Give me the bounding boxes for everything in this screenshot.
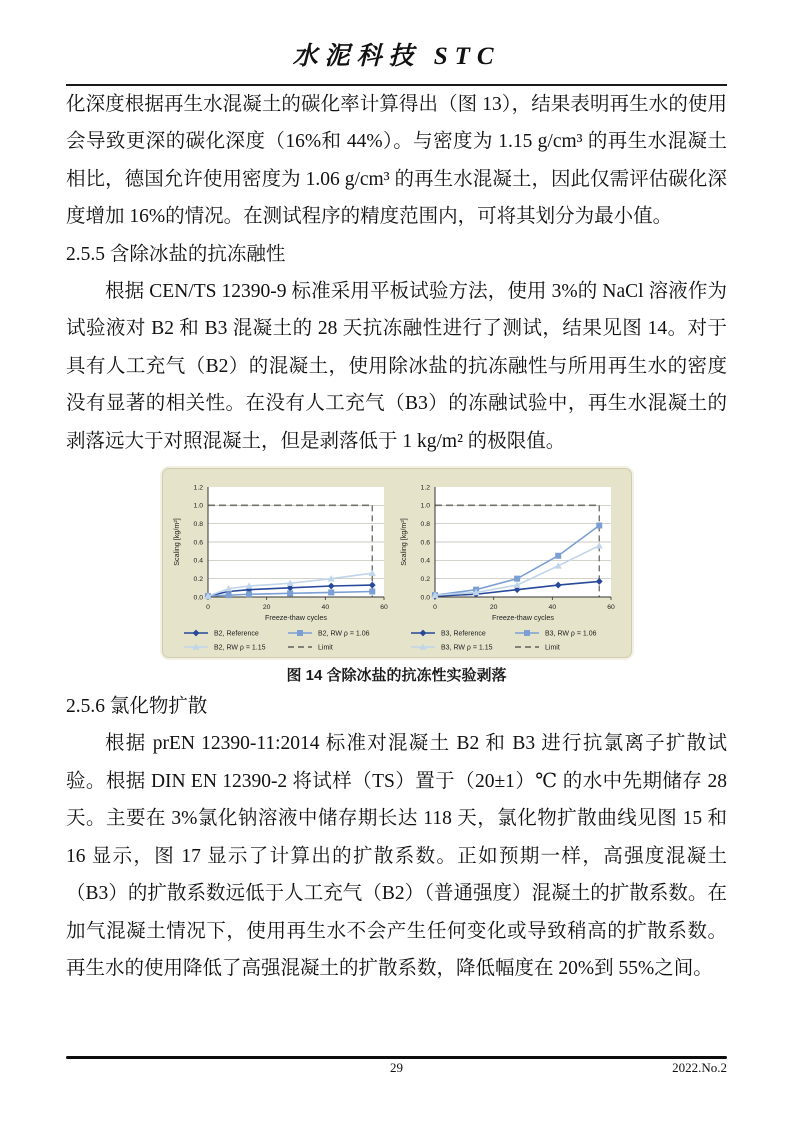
issue-label: 2022.No.2 <box>672 1060 727 1075</box>
svg-text:B3, RW ρ = 1.06: B3, RW ρ = 1.06 <box>544 630 597 638</box>
svg-text:0.2: 0.2 <box>420 576 430 584</box>
svg-text:60: 60 <box>379 604 388 612</box>
svg-text:40: 40 <box>321 604 329 612</box>
svg-text:0.6: 0.6 <box>420 539 430 547</box>
svg-text:0.4: 0.4 <box>420 557 430 565</box>
svg-text:0.8: 0.8 <box>193 521 203 529</box>
svg-text:40: 40 <box>548 604 556 612</box>
svg-text:20: 20 <box>489 604 497 612</box>
svg-text:Limit: Limit <box>544 644 560 652</box>
paragraph-freeze-thaw-test: 根据 CEN/TS 12390-9 标准采用平板试验方法，使用 3%的 NaCl 溶液作为试验液对 B2 和 B3 混凝土的 28 天抗冻融性进行了测试，结果见图 14。对于具有人工充气（B2）的混凝土，使用除冰盐的抗冻融性与所用再生水的密度没有显著的相关性。在没有人工充气（B3）的冻融试验中，再生水混凝土的剥落远大于对照混凝土，但是剥落低于 1 kg/m² 的极限值。 <box>66 281 727 452</box>
paragraph-chloride-diffusion: 根据 prEN 12390-11:2014 标准对混凝土 B2 和 B3 进行抗氯离子扩散试验。根据 DIN EN 12390-2 将试样（TS）置于（20±1）℃ 的水中先期储存 28 天。主要在 3%氯化钠溶液中储存期长达 118 天，氯化物扩散曲线见图 15 和 16 显示，图 17 显示了计算出的扩散系数。正如预期一样，高强度混凝土（B3）的扩散系数远低于人工充气（B2）（普通强度）混凝土的扩散系数。在加气混凝土情况下，使用再生水不会产生任何变化或导致稍高的扩散系数。再生水的使用降低了高强混凝土的扩散系数，降低幅度在 20%到 55%之间。 <box>66 733 727 979</box>
body-column <box>66 86 727 987</box>
svg-text:B3, Reference: B3, Reference <box>440 630 486 638</box>
svg-text:B2, RW ρ = 1.06: B2, RW ρ = 1.06 <box>317 630 370 638</box>
svg-text:B2, Reference: B2, Reference <box>213 630 259 638</box>
svg-text:0: 0 <box>432 604 437 612</box>
svg-text:1.2: 1.2 <box>193 484 203 492</box>
svg-text:0.0: 0.0 <box>193 594 203 602</box>
footer-rule <box>66 1056 727 1059</box>
svg-text:0.6: 0.6 <box>193 539 203 547</box>
svg-text:Freeze-thaw cycles: Freeze-thaw cycles <box>264 613 327 623</box>
svg-text:0: 0 <box>205 604 210 612</box>
svg-text:0.2: 0.2 <box>193 576 203 584</box>
paragraph-carbonation-depth: 化深度根据再生水混凝土的碳化率计算得出（图 13），结果表明再生水的使用会导致更深的碳化深度（16%和 44%）。与密度为 1.15 g/cm³ 的再生水混凝土相比，德国允许使用密度为 1.06 g/cm³ 的再生水混凝土，因此仅需评估碳化深度增加 16%的情况。在测试程序的精度范围内，可将其划分为最小值。 <box>66 94 727 228</box>
journal-title: 水泥科技 STC <box>292 43 501 70</box>
svg-text:20: 20 <box>262 604 270 612</box>
svg-text:0.4: 0.4 <box>193 557 203 565</box>
svg-text:0.0: 0.0 <box>420 594 430 602</box>
svg-text:B2, RW ρ = 1.15: B2, RW ρ = 1.15 <box>213 644 266 652</box>
svg-text:Scaling [kg/m²]: Scaling [kg/m²] <box>171 518 181 566</box>
svg-text:Limit: Limit <box>317 644 333 652</box>
page-number: 29 <box>390 1060 403 1075</box>
svg-text:1.2: 1.2 <box>420 484 430 492</box>
svg-text:0.8: 0.8 <box>420 521 430 529</box>
freeze-thaw-chart-b3 <box>397 477 624 655</box>
svg-text:Scaling [kg/m²]: Scaling [kg/m²] <box>398 518 408 566</box>
svg-text:B3, RW ρ = 1.15: B3, RW ρ = 1.15 <box>440 644 493 652</box>
svg-text:60: 60 <box>606 604 615 612</box>
figure-14 <box>162 468 632 658</box>
svg-text:1.0: 1.0 <box>420 502 430 510</box>
svg-text:Freeze-thaw cycles: Freeze-thaw cycles <box>491 613 554 623</box>
freeze-thaw-chart-b2 <box>170 477 397 655</box>
section-heading-2-5-5: 2.5.5 含除冰盐的抗冻融性 <box>66 243 286 265</box>
svg-text:1.0: 1.0 <box>193 502 203 510</box>
section-heading-2-5-6: 2.5.6 氯化物扩散 <box>66 696 208 718</box>
figure-14-caption: 图 14 含除冰盐的抗冻性实验剥落 <box>286 667 507 685</box>
